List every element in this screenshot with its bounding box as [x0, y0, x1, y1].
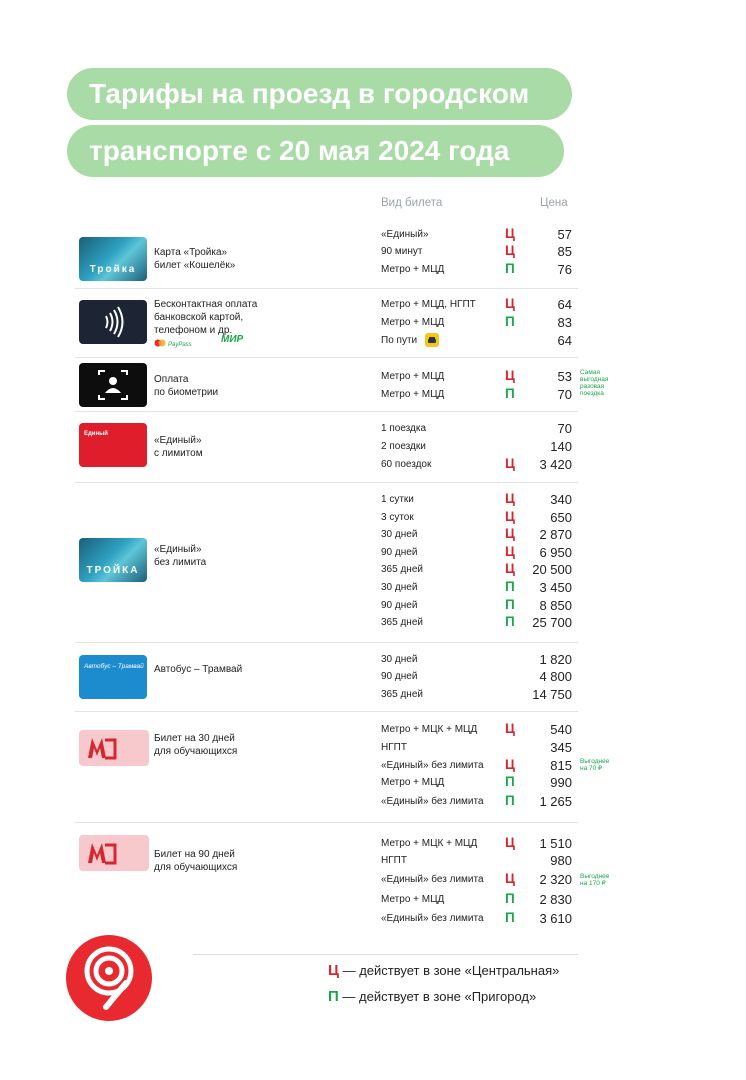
title-line-1: Тарифы на проезд в городском: [67, 68, 572, 120]
taxi-icon: [425, 333, 439, 347]
bus-tram-card-image: [79, 655, 147, 699]
fare-row: 90 дней Ц 6 950: [381, 544, 572, 560]
bus-tram-card-label: Автобус – Трамвай: [84, 663, 144, 670]
paypass-logo: PayPass: [168, 342, 192, 348]
section-description: Автобус – Трамвай: [154, 664, 243, 675]
tariff-section-edinyi-unlimited: [75, 483, 578, 643]
fare-row: Метро + МЦК + МЦД Ц 540: [381, 721, 572, 737]
fare-row: «Единый» без лимита Ц 2 320: [381, 871, 572, 887]
fare-row: Метро + МЦД П 76: [381, 261, 572, 277]
fare-row: 90 дней 4 800: [381, 669, 572, 684]
tariff-section-biometry: [75, 358, 609, 412]
fare-row: Метро + МЦД П 2 830: [381, 891, 572, 907]
fare-row: 30 дней Ц 2 870: [381, 526, 572, 542]
fare-row: Метро + МЦК + МЦД Ц 1 510: [381, 835, 572, 851]
section-description: «Единый» без лимита: [154, 544, 207, 568]
troika-card-image: [79, 237, 147, 281]
fare-row: НГПТ 345: [381, 740, 572, 755]
fare-row: Метро + МЦД Ц 53: [381, 368, 572, 384]
fare-row: 60 поездок Ц 3 420: [381, 456, 572, 472]
fare-row: 30 дней П 3 450: [381, 579, 572, 595]
tariff-section-bus-tram: [75, 643, 578, 712]
edinyi-card-label: Единый: [84, 431, 108, 437]
metro-logo-icon: [79, 835, 149, 871]
fare-row: 365 дней 14 750: [381, 687, 572, 702]
section-description: Билет на 30 дней для обучающихся: [154, 733, 238, 757]
troika-card-label: Тройка: [89, 264, 137, 275]
troika-card-image: [79, 538, 147, 582]
fare-row: 365 дней Ц 20 500: [381, 561, 572, 577]
column-header-ticket-type: Вид билета: [381, 197, 443, 209]
legend-suburb: П — действует в зоне «Пригород»: [328, 988, 537, 1005]
fare-row: 365 дней П 25 700: [381, 614, 572, 630]
best-value-note: Самая выгодная разовая поездка: [580, 369, 609, 397]
edinyi-card-image: [79, 423, 147, 467]
fare-row: «Единый» без лимита Ц 815: [381, 757, 572, 773]
tariff-section-troika-wallet: [75, 222, 578, 289]
fare-row: Метро + МЦД П 70: [381, 386, 572, 402]
tariff-section-edinyi-limit: [75, 412, 578, 483]
fare-row: Метро + МЦД, НГПТ Ц 64: [381, 296, 572, 312]
section-description: Билет на 90 дней для обучающихся: [154, 849, 238, 873]
metro-logo-icon: [79, 730, 149, 766]
troika-card-label: ТРОЙКА: [86, 565, 140, 576]
payment-logos: [154, 334, 254, 348]
section-description: «Единый» с лимитом: [154, 435, 203, 459]
face-scan-icon: [79, 363, 147, 407]
fare-row: 1 поездка 70: [381, 421, 572, 436]
mir-logo: МИР: [221, 334, 244, 345]
fare-row: «Единый» Ц 57: [381, 226, 572, 242]
column-header-price: Цена: [540, 197, 568, 209]
fare-row: 1 сутки Ц 340: [381, 491, 572, 507]
moscow-transport-logo: [66, 935, 152, 1021]
fare-row: НГПТ 980: [381, 853, 572, 868]
tariff-section-student-90: [75, 823, 610, 933]
section-description: Карта «Тройка» билет «Кошелёк»: [154, 247, 236, 271]
section-description: Бесконтактная оплата банковской картой, телефоном и др.: [154, 299, 258, 336]
fare-row: «Единый» без лимита П 1 265: [381, 793, 572, 809]
fare-row: «Единый» без лимита П 3 610: [381, 910, 572, 926]
footer-divider: [193, 954, 578, 955]
fare-row: Метро + МЦД П 990: [381, 774, 572, 790]
fare-row: 90 дней П 8 850: [381, 597, 572, 613]
savings-note: Выгоднее на 170 ₽: [580, 873, 610, 887]
section-description: Оплата по биометрии: [154, 374, 219, 398]
savings-note: Выгоднее на 70 ₽: [580, 758, 610, 772]
title-line-2: транспорте с 20 мая 2024 года: [67, 125, 564, 177]
contactless-icon: [79, 300, 147, 344]
tariff-section-student-30: [75, 712, 610, 823]
fare-row: Метро + МЦД П 83: [381, 314, 572, 330]
fare-row: 3 суток Ц 650: [381, 509, 572, 525]
legend-central: Ц — действует в зоне «Центральная»: [328, 962, 560, 979]
fare-row: 2 поездки 140: [381, 439, 572, 454]
fare-row: 30 дней 1 820: [381, 652, 572, 667]
fare-row: 90 минут Ц 85: [381, 243, 572, 259]
fare-row: По пути 64: [381, 333, 572, 348]
tariff-section-contactless: [75, 289, 578, 358]
